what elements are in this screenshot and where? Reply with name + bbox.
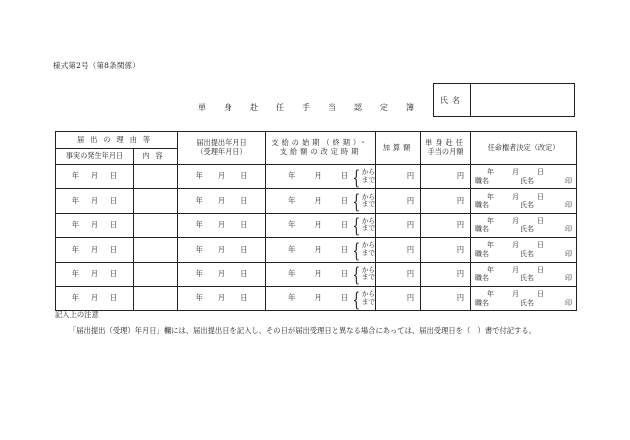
name-label-cell: 氏名 xyxy=(520,274,535,283)
day-label: 日 xyxy=(240,171,248,181)
payment-period-cell[interactable] xyxy=(266,213,376,237)
appointer-date xyxy=(475,193,572,201)
occurred-date-cell[interactable] xyxy=(56,189,134,213)
month-label: 月 xyxy=(314,244,322,254)
seal-label: 印 xyxy=(565,201,573,210)
from-label: から xyxy=(361,168,376,177)
filing-date-cell[interactable] xyxy=(178,213,266,237)
appointer-cell[interactable] xyxy=(471,286,577,310)
position-label: 職名 xyxy=(475,249,490,258)
day-label: 日 xyxy=(109,220,118,230)
occurred-date xyxy=(56,172,133,181)
payment-period-cell[interactable] xyxy=(266,262,376,286)
brace-icon: { xyxy=(352,262,361,287)
year-label: 年 xyxy=(195,195,203,205)
brace-icon: { xyxy=(352,286,361,311)
name-box xyxy=(433,83,575,117)
name-label: 氏名 xyxy=(434,84,471,116)
table-row xyxy=(56,238,577,262)
occurred-date xyxy=(56,246,133,255)
day-label: 日 xyxy=(340,195,349,205)
yen-label: 円 xyxy=(406,293,415,303)
header-filing-date xyxy=(178,132,266,165)
name-label-cell: 氏名 xyxy=(520,249,535,258)
month-label: 月 xyxy=(314,220,322,230)
day-label: 日 xyxy=(109,171,118,181)
occurred-date-cell[interactable] xyxy=(56,238,134,262)
until-label: まで xyxy=(361,297,376,306)
day-label: 日 xyxy=(340,220,349,230)
name-label-cell: 氏名 xyxy=(520,176,535,185)
month-label: 月 xyxy=(314,195,322,205)
filing-date xyxy=(178,270,265,279)
month-label: 月 xyxy=(314,171,322,181)
month-label: 月 xyxy=(90,268,99,278)
month-label: 月 xyxy=(512,290,520,299)
payment-period-date xyxy=(288,221,348,230)
header-occurred-date: 事実の発生年月日 xyxy=(56,149,134,165)
payment-period-date xyxy=(288,246,348,255)
payment-period-cell[interactable] xyxy=(266,238,376,262)
year-label: 年 xyxy=(288,244,296,254)
payment-period-date xyxy=(288,270,348,279)
payment-period xyxy=(266,237,376,262)
brace-icon: { xyxy=(352,164,361,189)
header-filing-date-sub: （受理年月日） xyxy=(196,147,247,156)
day-label: 日 xyxy=(340,171,349,181)
day-label: 日 xyxy=(109,195,118,205)
appointer-cell[interactable] xyxy=(471,238,577,262)
year-label: 年 xyxy=(71,171,80,181)
payment-period xyxy=(266,286,376,311)
month-label: 月 xyxy=(314,268,322,278)
day-label: 日 xyxy=(109,244,118,254)
monthly-cell[interactable] xyxy=(421,286,471,310)
name-label-cell: 氏名 xyxy=(520,298,535,307)
appointer-sign xyxy=(475,274,572,282)
payment-period-date xyxy=(288,172,348,181)
brace-group xyxy=(350,164,376,189)
monthly-cell[interactable] xyxy=(421,165,471,189)
header-filing-date-main: 届出提出年月日 xyxy=(196,138,247,148)
year-label: 年 xyxy=(71,195,80,205)
filing-date xyxy=(178,294,265,303)
from-until xyxy=(362,242,375,257)
occurred-date-cell[interactable] xyxy=(56,286,134,310)
day-label: 日 xyxy=(537,265,545,274)
filing-date-cell[interactable] xyxy=(178,189,266,213)
yen-label: 円 xyxy=(456,244,465,254)
month-label: 月 xyxy=(90,293,99,303)
brace-group xyxy=(350,189,376,214)
table-row xyxy=(56,213,577,237)
brace-icon: { xyxy=(352,189,361,214)
header-content: 内容 xyxy=(134,149,178,165)
content-cell[interactable] xyxy=(134,262,178,286)
yen-label: 円 xyxy=(456,195,465,205)
brace-group xyxy=(350,237,376,262)
day-label: 日 xyxy=(240,195,248,205)
table-row xyxy=(56,286,577,310)
appointer-sign xyxy=(475,201,572,209)
month-label: 月 xyxy=(217,268,226,278)
year-label: 年 xyxy=(288,293,296,303)
seal-label: 印 xyxy=(565,176,573,185)
filing-date xyxy=(178,172,265,181)
yen-label: 円 xyxy=(406,220,415,230)
yen-label: 円 xyxy=(456,268,465,278)
year-label: 年 xyxy=(71,244,80,254)
year-label: 年 xyxy=(288,268,296,278)
year-label: 年 xyxy=(195,293,203,303)
month-label: 月 xyxy=(217,293,226,303)
payment-period-cell[interactable] xyxy=(266,165,376,189)
content-cell[interactable] xyxy=(134,238,178,262)
from-label: から xyxy=(361,265,376,274)
notes-title: 記入上の注意 xyxy=(55,310,99,319)
form-title-text: 単身赴任手当認定簿 xyxy=(198,103,432,112)
content-cell[interactable] xyxy=(134,286,178,310)
month-label: 月 xyxy=(512,168,520,177)
day-label: 日 xyxy=(109,268,118,278)
day-label: 日 xyxy=(240,268,248,278)
until-label: まで xyxy=(361,224,376,233)
header-monthly-line2: 手当の月額 xyxy=(427,147,464,156)
appointer-sign xyxy=(475,177,572,185)
table-row xyxy=(56,189,577,213)
occurred-date xyxy=(56,294,133,303)
notes-text: 「届出提出（受理）年月日」欄には、届出提出日を記入し、その日が届出受理日と異なる場合にあっては、届出受理日を（ ）書で付記する。 xyxy=(69,326,536,335)
appointer-sign xyxy=(475,299,572,307)
year-label: 年 xyxy=(195,220,203,230)
payment-period xyxy=(266,189,376,214)
position-label: 職名 xyxy=(475,201,490,210)
appointer-sign xyxy=(475,225,572,233)
from-until xyxy=(362,267,375,282)
yen-label: 円 xyxy=(456,220,465,230)
until-label: まで xyxy=(361,200,376,209)
brace-icon: { xyxy=(352,237,361,262)
year-label: 年 xyxy=(487,217,495,226)
from-label: から xyxy=(361,290,376,299)
additional-cell[interactable] xyxy=(376,262,421,286)
until-label: まで xyxy=(361,273,376,282)
filing-date-cell[interactable] xyxy=(178,165,266,189)
header-appointer: 任命権者決定（改定） xyxy=(471,132,577,165)
yen-label: 円 xyxy=(456,171,465,181)
position-label: 職名 xyxy=(475,298,490,307)
day-label: 日 xyxy=(537,168,545,177)
brace-group xyxy=(350,262,376,287)
year-label: 年 xyxy=(195,171,203,181)
content-cell[interactable] xyxy=(134,189,178,213)
position-label: 職名 xyxy=(475,176,490,185)
header-monthly xyxy=(421,132,471,165)
day-label: 日 xyxy=(109,293,118,303)
month-label: 月 xyxy=(512,265,520,274)
filing-date xyxy=(178,197,265,206)
monthly-cell[interactable] xyxy=(421,213,471,237)
filing-date-cell[interactable] xyxy=(178,286,266,310)
month-label: 月 xyxy=(512,241,520,250)
year-label: 年 xyxy=(71,268,80,278)
occurred-date-cell[interactable] xyxy=(56,213,134,237)
header-payment-period-line2: 支給額の改定時期 xyxy=(279,147,362,156)
year-label: 年 xyxy=(487,192,495,201)
header-monthly-line1: 単身赴任 xyxy=(425,138,466,148)
day-label: 日 xyxy=(537,241,545,250)
from-label: から xyxy=(361,192,376,201)
monthly-cell[interactable] xyxy=(421,189,471,213)
seal-label: 印 xyxy=(565,249,573,258)
from-until xyxy=(362,194,375,209)
payment-period-cell[interactable] xyxy=(266,286,376,310)
seal-label: 印 xyxy=(565,225,573,234)
header-payment-period xyxy=(266,132,376,165)
day-label: 日 xyxy=(340,293,349,303)
name-label-cell: 氏名 xyxy=(520,225,535,234)
seal-label: 印 xyxy=(565,298,573,307)
year-label: 年 xyxy=(195,268,203,278)
month-label: 月 xyxy=(314,293,322,303)
day-label: 日 xyxy=(240,220,248,230)
header-reason: 届出の理由等 xyxy=(56,132,178,149)
header-additional: 加算額 xyxy=(376,132,421,165)
day-label: 日 xyxy=(240,244,248,254)
month-label: 月 xyxy=(512,217,520,226)
payment-period-date xyxy=(288,294,348,303)
day-label: 日 xyxy=(340,268,349,278)
brace-icon: { xyxy=(352,213,361,238)
monthly-cell[interactable] xyxy=(421,238,471,262)
appointer-sign xyxy=(475,250,572,258)
appointer-cell[interactable] xyxy=(471,189,577,213)
day-label: 日 xyxy=(537,192,545,201)
month-label: 月 xyxy=(217,195,226,205)
day-label: 日 xyxy=(537,217,545,226)
payment-period-cell[interactable] xyxy=(266,189,376,213)
appointer-cell[interactable] xyxy=(471,165,577,189)
occurred-date xyxy=(56,221,133,230)
brace-group xyxy=(350,213,376,238)
name-label-cell: 氏名 xyxy=(520,201,535,210)
year-label: 年 xyxy=(487,168,495,177)
appointer-date xyxy=(475,168,572,176)
day-label: 日 xyxy=(340,244,349,254)
filing-date xyxy=(178,246,265,255)
filing-date-cell[interactable] xyxy=(178,262,266,286)
occurred-date xyxy=(56,270,133,279)
occurred-date xyxy=(56,197,133,206)
payment-period xyxy=(266,262,376,287)
additional-cell[interactable] xyxy=(376,238,421,262)
monthly-cell[interactable] xyxy=(421,262,471,286)
position-label: 職名 xyxy=(475,225,490,234)
from-label: から xyxy=(361,241,376,250)
occurred-date-cell[interactable] xyxy=(56,165,134,189)
certification-table xyxy=(55,131,577,311)
year-label: 年 xyxy=(71,293,80,303)
form-number: 様式第2号（第8条関係） xyxy=(53,61,140,70)
payment-period-date xyxy=(288,197,348,206)
additional-cell[interactable] xyxy=(376,286,421,310)
yen-label: 円 xyxy=(406,171,415,181)
payment-period xyxy=(266,164,376,189)
from-until xyxy=(362,218,375,233)
from-until xyxy=(362,169,375,184)
seal-label: 印 xyxy=(565,274,573,283)
month-label: 月 xyxy=(217,171,226,181)
year-label: 年 xyxy=(487,290,495,299)
month-label: 月 xyxy=(512,192,520,201)
appointer-cell[interactable] xyxy=(471,213,577,237)
until-label: まで xyxy=(361,248,376,257)
filing-date-cell[interactable] xyxy=(178,238,266,262)
year-label: 年 xyxy=(288,171,296,181)
appointer-date xyxy=(475,266,572,274)
day-label: 日 xyxy=(537,290,545,299)
day-label: 日 xyxy=(240,293,248,303)
yen-label: 円 xyxy=(456,293,465,303)
until-label: まで xyxy=(361,175,376,184)
name-field[interactable] xyxy=(471,84,574,116)
month-label: 月 xyxy=(90,171,99,181)
year-label: 年 xyxy=(288,195,296,205)
year-label: 年 xyxy=(71,220,80,230)
additional-cell[interactable] xyxy=(376,165,421,189)
year-label: 年 xyxy=(487,241,495,250)
year-label: 年 xyxy=(487,265,495,274)
month-label: 月 xyxy=(90,220,99,230)
appointer-cell[interactable] xyxy=(471,262,577,286)
from-until xyxy=(362,291,375,306)
header-payment-period-line1: 支給の始期（終期）・ xyxy=(271,138,370,148)
payment-period xyxy=(266,213,376,238)
yen-label: 円 xyxy=(406,195,415,205)
year-label: 年 xyxy=(195,244,203,254)
month-label: 月 xyxy=(90,244,99,254)
month-label: 月 xyxy=(217,244,226,254)
from-label: から xyxy=(361,216,376,225)
table-row xyxy=(56,262,577,286)
content-cell[interactable] xyxy=(134,165,178,189)
year-label: 年 xyxy=(288,220,296,230)
table-row xyxy=(56,165,577,189)
additional-cell[interactable] xyxy=(376,189,421,213)
appointer-date xyxy=(475,241,572,249)
brace-group xyxy=(350,286,376,311)
appointer-date xyxy=(475,290,572,298)
yen-label: 円 xyxy=(406,268,415,278)
position-label: 職名 xyxy=(475,274,490,283)
month-label: 月 xyxy=(90,195,99,205)
month-label: 月 xyxy=(217,220,226,230)
yen-label: 円 xyxy=(406,244,415,254)
content-cell[interactable] xyxy=(134,213,178,237)
occurred-date-cell[interactable] xyxy=(56,262,134,286)
additional-cell[interactable] xyxy=(376,213,421,237)
filing-date xyxy=(178,221,265,230)
